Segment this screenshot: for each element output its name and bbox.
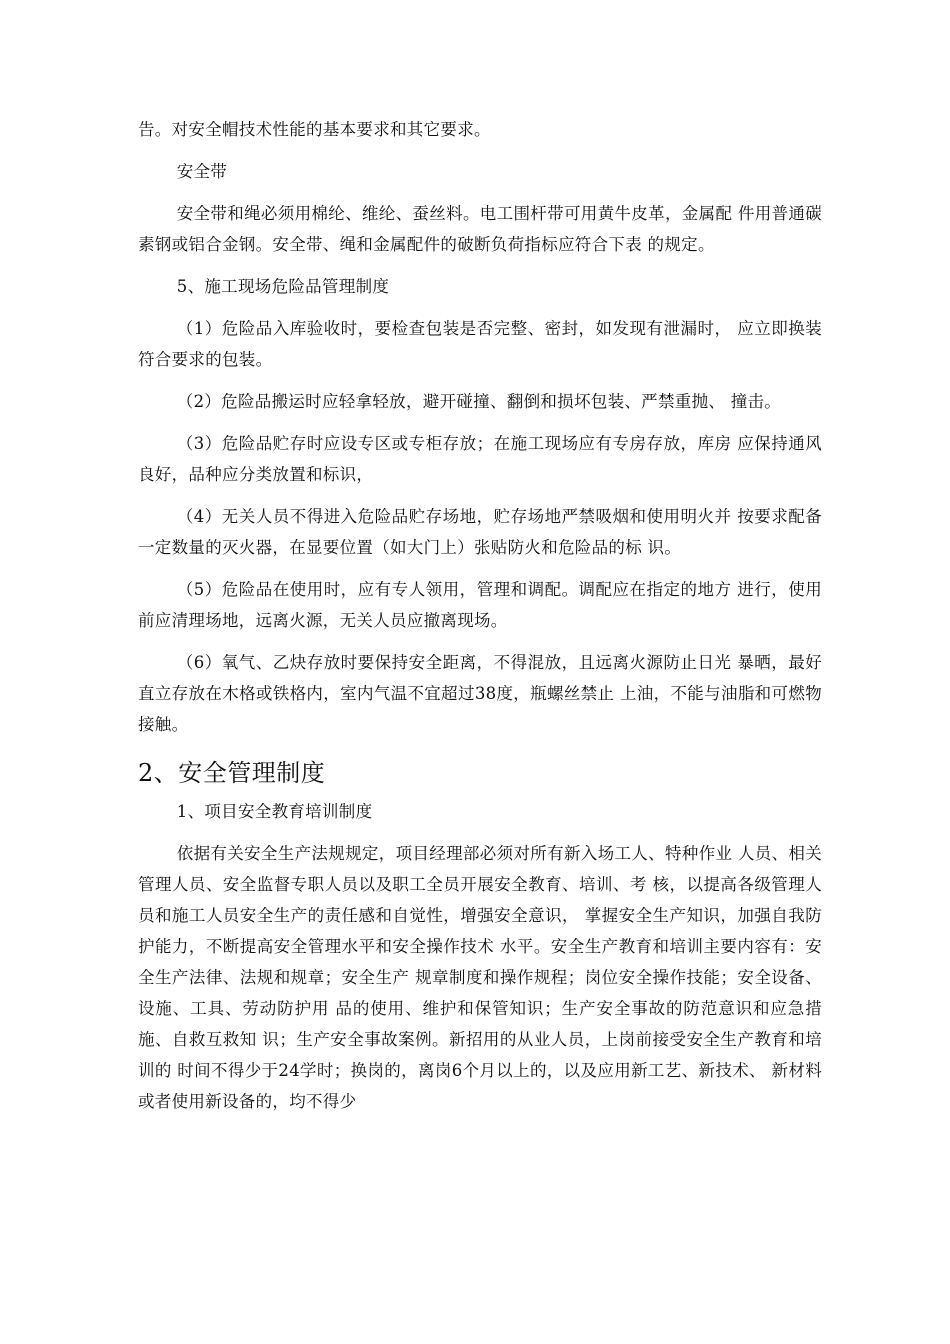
paragraph-item-5: （5）危险品在使用时，应有专人领用，管理和调配。调配应在指定的地方 进行，使用前应清理场地，远离火源，无关人员应撤离现场。 [138,580,822,630]
paragraph-safety-belt: 安全带和绳必须用棉纶、维纶、蚕丝料。电工围杆带可用黄牛皮革，金属配 件用普通碳素钢或铝合金钢。安全带、绳和金属配件的破断负荷指标应符合下表 的规定。 [138,204,822,254]
paragraph-training: 依据有关安全生产法规规定，项目经理部必须对所有新入场工人、特种作业 人员、相关管理人员、安全监督专职人员以及职工全员开展安全教育、培训、考 核，以提高各级管理人员和施工人员安全生产的责任感和自觉性，增强安全意识， 掌握安全生产知识，加强自我防护能力，不断提高安全管理水平和安全操作技术 水平。安全生产教育和培训主要内容有：安全生产法律、法规和规章；安全生产 规章制度和操作规程；岗位安全操作技能；安全设备、设施、工具、劳动防护用 品的使用、维护和保管知识；生产安全事故的防范意识和应急措施、自救互救知 识；生产安全事故案例。新招用的从业人员，上岗前接受安全生产教育和培训的 时间不得少于24学时；换岗的，离岗6个月以上的，以及应用新工艺、新技术、 新材料或者使用新设备的，均不得少 [138,844,822,1111]
paragraph-item-2: （2）危险品搬运时应轻拿轻放，避开碰撞、翻倒和损坏包装、严禁重抛、 撞击。 [176,392,782,411]
paragraph-item-6: （6）氧气、乙炔存放时要保持安全距离，不得混放，且远离火源防止日光 暴晒，最好直立存放在木格或铁格内，室内气温不宜超过38度，瓶螺丝禁止 上油，不能与油脂和可燃物接触。 [138,653,822,734]
subheading-safety-belt: 安全带 [176,162,228,181]
document-body [138,114,822,1117]
paragraph-helmet-end: 告。对安全帽技术性能的基本要求和其它要求。 [138,120,491,139]
subheading-training: 1、项目安全教育培训制度 [176,802,373,821]
section-heading: 2、安全管理制度 [138,759,326,787]
paragraph-item-1: （1）危险品入库验收时，要检查包装是否完整、密封，如发现有泄漏时， 应立即换装符合要求的包装。 [138,319,822,369]
paragraph-item-3: （3）危险品贮存时应设专区或专柜存放；在施工现场应有专房存放，库房 应保持通风良好，品种应分类放置和标识， [138,434,822,484]
paragraph-item-4: （4）无关人员不得进入危险品贮存场地，贮存场地严禁吸烟和使用明火并 按要求配备一定数量的灭火器，在显要位置（如大门上）张贴防火和危险品的标 识。 [138,507,822,557]
subheading-hazardous-goods: 5、施工现场危险品管理制度 [176,277,390,296]
